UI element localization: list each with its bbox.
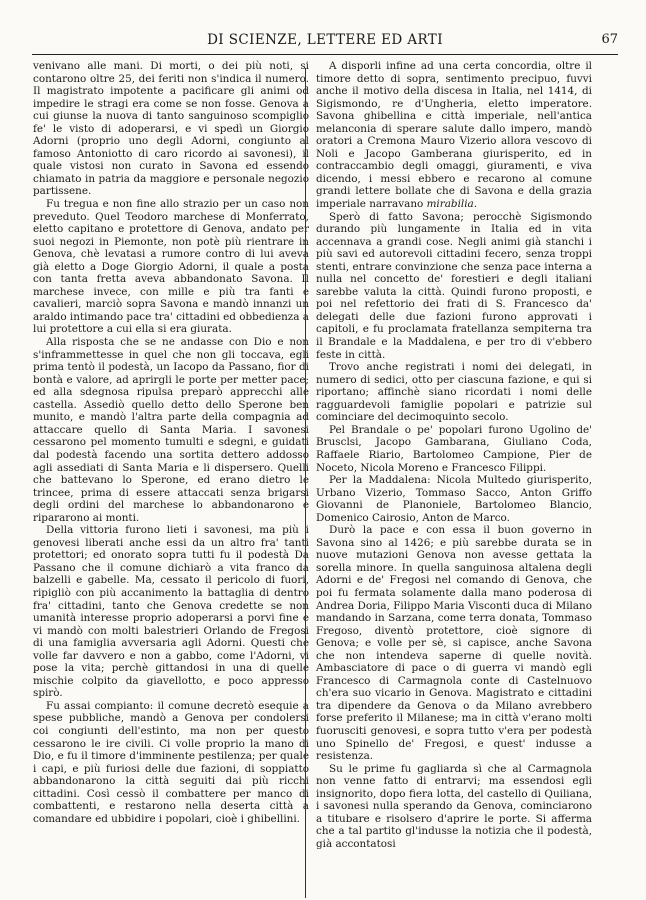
running-title: DI SCIENZE, LETTERE ED ARTI [207, 32, 443, 48]
paragraph: Trovo anche registrati i nomi dei delegati, in numero di sedici, otto per ciascuna fazione, e qui si riportano; affinchè siano ricordati i nomi delle ragguardevoli famiglie popolari e patrizie sul cominciare del decimoquinto secolo. [316, 361, 592, 424]
header-rule [32, 54, 618, 55]
paragraph: Della vittoria furono lieti i savonesi, ma più i genovesi liberati anche essi da un altro fra' tanti protettori; ed onorato sopra tutti fu il podestà Da Passano che il comune dichiarò a vita franco da balzelli e gabelle. Ma, cessato il pericolo di fuori, ripigliò con più accanimento la battaglia di dentro fra' cittadini, tanto che Genova credette se non umanità interesse proprio adoperarsi a porvi fine e vi mandò con molti balestrieri Orlando de Fregosi di una famiglia avversaria agli Adorni. Questi che volle far davvero e non a gabbo, come l'Adorni, vi pose la vita; perchè gittandosi in una di quelle mischie colpito da giavellotto, e poco appresso spirò. [33, 524, 309, 700]
page-number: 67 [601, 32, 618, 47]
paragraph: Alla risposta che se ne andasse con Dio e non s'inframmettesse in quel che non gli toccava, egli prima tentò il podestà, un Iacopo da Passano, fior di bontà e valore, ad aprirgli le porte per metter pace; ed alla sdegnosa ripulsa preparò apprecchi alle castella. Assediò quello detto dello Sperone ben munito, e mandò l'altra parte della compagnia ad attaccare quello di Santa Maria. I savonesi cessarono pel momento tumulti e sdegni, e guidati dal podestà facendo una sortita dettero addosso agli assediati di Santa Maria e li dispersero. Quelli che battevano lo Sperone, ed erano dietro le trincee, prima di essere attaccati senza brigarsi degli ordini del marchese lo abbandonarono e ripararono ai monti. [33, 336, 309, 524]
paragraph: Pel Brandale o pe' popolari furono Ugolino de' Brusclsi, Jacopo Gambarana, Giuliano Coda, Raffaele Riario, Bartolomeo Campione, Pier de Noceto, Nicola Moreno e Francesco Filippi. [316, 423, 592, 474]
paragraph [316, 60, 592, 211]
paragraph: Fu assai compianto: il comune decretò esequie a spese pubbliche, mandò a Genova per condolersi coi congiunti dell'estinto, ma non per questo cessarono le ire civili. Ci volle proprio la mano di Dio, e fu il timore d'imminente pestilenza; per quale i capi, e più furiosi delle due fazioni, di soppiatto abbandonarono la città seguiti dai più ricchi cittadini. Così cessò il combattere per manco di combattenti, e restarono nella deserta città a comandare ed ubbidire i popolari, cioè i ghibellini. [33, 699, 309, 825]
running-header [32, 30, 618, 50]
emphasis-text: mirabilia. [426, 198, 478, 211]
right-column [316, 60, 592, 850]
paragraph: Per la Maddalena: Nicola Multedo giurisperito, Urbano Vizerio, Tommaso Sacco, Anton Griffo Giovanni de Planoniele, Bartolomeo Blancio, Domenico Cairosio, Anton de Marco. [316, 474, 592, 524]
paragraph: Durò la pace e con essa il buon governo in Savona sino al 1426; e più sarebbe durata se in nuove mutazioni Genova non avesse gettata la sorella minore. In quella sanguinosa altalena degli Adorni e de' Fregosi nel comando di Genova, che poi fu fermata solamente dalla mano poderosa di Andrea Doria, Filippo Maria Visconti duca di Milano mandando in Sarzana, come terra donata, Tommaso Fregoso, diventò protettore, cioè signore di Genova; e volle per sè, si capisce, anche Savona che non intendeva saperne di quelle novità. Ambasciatore di pace o di guerra vi mandò egli Francesco di Carmagnola conte di Castelnuovo ch'era suo vicario in Genova. Magistrato e cittadini tra dipendere da Genova o da Milano avrebbero forse preferito il Milanese; ma in città v'erano molti fuorusciti genovesi, e sopra tutto v'era per podestà uno Spinello de' Fregosi, e quest' indusse a resistenza. [316, 524, 592, 763]
paragraph: venivano alle mani. Di morti, o dei più noti, si contarono oltre 25, dei feriti non s'indica il numero. Il magistrato impotente a pacificare gli animi od impedire le stragi era come se non fosse. Genova a cui giunse la nuova di tanto sanguinoso scompiglio fe' le visto di adoperarsi, e vi spedì un Giorgio Adorni (proprio uno degli Adorni, congiunto al famoso Antoniotto di caro ricordo ai savonesi), il quale vistosi non curato in Savona ed essendo chiamato in patria da maggiore e personale negozio partissene. [33, 60, 309, 198]
paragraph: Sperò di fatto Savona; perocchè Sigismondo durando più lungamente in Italia ed in vita accennava a grandi cose. Negli animi già stanchi i più savi ed autorevoli cittadini fecero, senza troppi stenti, entrare convinzione che senza pace interna a nulla nel concetto de' forestieri e degli italiani sarebbe valuta la città. Quindi furono proposti, e poi nel refettorio dei frati di S. Francesco da' delegati delle due fazioni furono approvati i capitoli, e fu proclamata fratellanza sempiterna tra il Brandale e la Maddalena, e per tro di v'ebbero feste in città. [316, 210, 592, 361]
column-divider [305, 68, 306, 898]
left-column [33, 60, 309, 825]
paragraph: Fu tregua e non fine allo strazio per un caso non preveduto. Quel Teodoro marchese di Monferrato, eletto capitano e protettore di Genova, andato per suoi negozi in Piemonte, non potè più rientrare in Genova, chè levatasi a rumore contro di lui aveva già eletto a Doge Giorgio Adorni, il quale a posta con tanta fretta aveva abbandonato Savona. Il marchese invece, con mille e più tra fanti e cavalieri, marciò sopra Savona e mandò innanzi un araldo intimando pace tra' cittadini ed obbedienza a lui protettore a cui ella si era giurata. [33, 198, 309, 336]
paragraph-text: A disporli infine ad una certa concordia, oltre il timore detto di sopra, sentimento precipuo, fuvvi anche il motivo della discesa in Italia, nel 1414, di Sigismondo, re d'Ungheria, eletto imperatore. Savona ghibellina e città imperiale, nell'antica melanconia di sperare salute dallo impero, mandò oratori a Cremona Mauro Vizerio allora vescovo di Noli e Jacopo Gamberana giurisperito, ed in contraccambio degli omaggi, giuramenti, e viva dicendo, i messi ebbero e recarono al comune grandi lettere bollate che di Savona e della grazia imperiale narravano [316, 60, 592, 211]
paragraph: Su le prime fu gagliarda sì che al Carmagnola non venne fatto di entrarvi; ma essendosi egli insignorito, dopo fiera lotta, del castello di Quiliana, i savonesi nulla sperando da Genova, cominciarono a titubare e risolsero d'aprire le porte. Si afferma che a tal partito gl'indusse la notizia che il podestà, già accontatosi [316, 762, 592, 850]
